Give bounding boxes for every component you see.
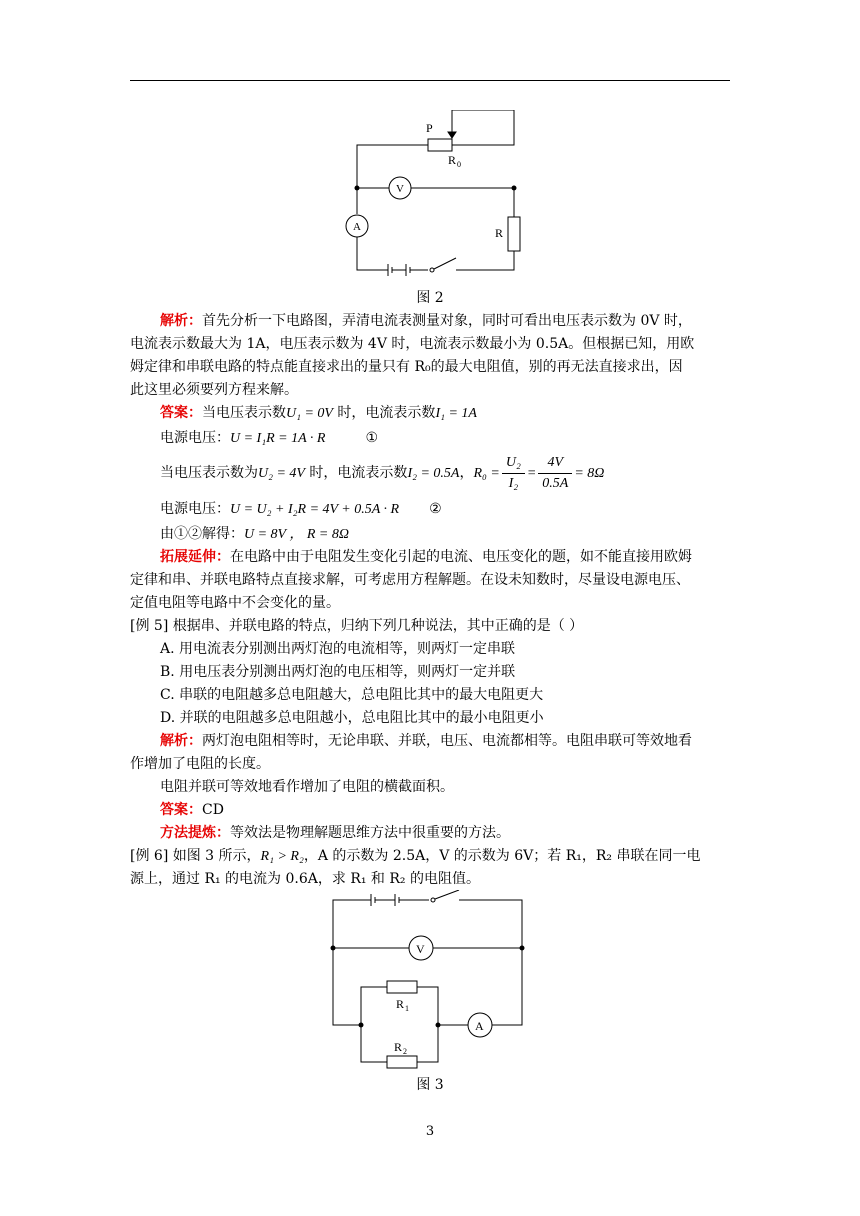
- header-rule: [130, 80, 730, 81]
- junction-dot: [331, 946, 336, 951]
- equation: I₁ = 1A: [435, 406, 477, 421]
- extension-line-3: 定值电阻等电路中不会变化的量。: [130, 595, 340, 611]
- ammeter-label: A: [353, 221, 361, 233]
- analysis-line-2: 电流表示数最大为 1A，电压表示数为 4V 时，电流表示数最小为 0.5A。但根据已知，用欧: [130, 336, 695, 352]
- answer-text: 当电压表示数为: [160, 465, 258, 481]
- equation: U = I₁R = 1A · R: [230, 431, 326, 446]
- equation: R₁ > R₂: [260, 849, 304, 864]
- answer-text: CD: [202, 802, 224, 818]
- page-number: 3: [425, 1124, 435, 1139]
- analysis-line-4: 此这里必须要列方程来解。: [130, 382, 298, 398]
- answer-line-3: 当电压表示数为U₂ = 4V 时，电流表示数I₂ = 0.5A，R₀ = $\frac{\text{U₂}}{\text{I₂}}$ = $\frac{4V}{0.5A}$ = 8Ω: [160, 452, 740, 495]
- label-r2-sub: 2: [403, 1047, 407, 1056]
- analysis-line-3: 姆定律和串联电路的特点能直接求出的量只有 R₀的最大电阻值，别的再无法直接求出，因: [130, 359, 683, 375]
- example6-line-1: [130, 846, 710, 867]
- analysis-text-1: 首先分析一下电路图，弄清电流表测量对象，同时可看出电压表示数为 0V 时，: [202, 313, 692, 329]
- answer-line-2: [160, 428, 740, 449]
- fraction-denominator: 0.5A: [542, 475, 569, 491]
- label-r0: R: [448, 153, 457, 167]
- answer-text: 当电压表示数: [202, 405, 286, 421]
- circuit-diagram-figure2: [340, 110, 530, 280]
- label-p: P: [426, 121, 433, 135]
- example6-text: [例 6] 如图 3 所示，: [130, 848, 261, 864]
- junction-dot: [436, 1023, 441, 1028]
- figure2-caption: 图 2: [416, 290, 444, 306]
- fraction: [538, 453, 572, 494]
- analysis-line-1: [160, 311, 740, 331]
- answer-text: 电源电压：: [160, 501, 230, 517]
- example5-option-b: B. 用电压表分别测出两灯泡的电压相等，则两灯一定并联: [160, 664, 516, 680]
- equation: U = 8V ， R = 8Ω: [244, 527, 349, 542]
- example5-option-c: C. 串联的电阻越多总电阻越大，总电阻比其中的最大电阻更大: [160, 687, 544, 703]
- example6-line-2: 源上，通过 R₁ 的电流为 0.6A，求 R₁ 和 R₂ 的电阻值。: [130, 871, 480, 887]
- example5-method: [160, 823, 740, 843]
- equation-mark: ②: [429, 501, 442, 517]
- voltmeter-label: V: [416, 942, 425, 956]
- extension-line-2: 定律和串、并联电路特点直接求解，可考虑用方程解题。在设未知数时，尽量设电源电压、: [130, 572, 690, 588]
- label-r: R: [495, 226, 504, 240]
- equation: U = U₂ + I₂R = 4V + 0.5A · R: [230, 502, 400, 517]
- extension-text: 在电路中由于电阻发生变化引起的电流、电压变化的题，如不能直接用欧姆: [230, 549, 692, 565]
- ammeter-label: A: [475, 1019, 484, 1033]
- fraction-numerator: 4V: [538, 453, 572, 474]
- analysis-text: 两灯泡电阻相等时，无论串联、并联，电压、电流都相等。电阻串联可等效地看: [202, 733, 692, 749]
- answer-label: 答案：: [160, 405, 202, 421]
- equation: I₂ = 0.5A: [407, 466, 460, 481]
- equation-mark: ①: [365, 430, 378, 446]
- fraction-denominator: I₂: [508, 475, 519, 491]
- answer-line-5: [160, 524, 740, 545]
- equation: R₀ =: [473, 466, 500, 481]
- figure3-caption: 图 3: [416, 1077, 444, 1093]
- example5-title: [例 5] 根据串、并联电路的特点，归纳下列几种说法，其中正确的是（ ）: [130, 618, 584, 634]
- answer-text: ，: [459, 465, 474, 481]
- equation: U₂ = 4V: [258, 466, 305, 481]
- answer-text: 电源电压：: [160, 430, 230, 446]
- example6-text: ，A 的示数为 2.5A，V 的示数为 6V；若 R₁，R₂ 串联在同一电: [303, 848, 701, 864]
- extension-label: 拓展延伸：: [160, 549, 230, 565]
- extension-line-1: [160, 547, 740, 567]
- answer-line-1: [160, 403, 740, 424]
- example5-analysis-line-2: 作增加了电阻的长度。: [130, 756, 270, 772]
- analysis-label: 解析：: [160, 313, 202, 329]
- circuit-diagram-figure3: [325, 890, 535, 1070]
- method-text: 等效法是物理解题思维方法中很重要的方法。: [230, 825, 510, 841]
- example5-analysis-line-1: [160, 731, 740, 751]
- answer-text: 时，电流表示数: [304, 465, 408, 481]
- equation: = 8Ω: [574, 466, 605, 481]
- fraction-numerator: U₂: [502, 453, 525, 474]
- equation: U₁ = 0V: [286, 406, 333, 421]
- fraction: [502, 453, 525, 494]
- answer-label: 答案：: [160, 802, 202, 818]
- label-r1-sub: 1: [405, 1004, 409, 1013]
- example5-option-a: A. 用电流表分别测出两灯泡的电流相等，则两灯一定串联: [160, 641, 516, 657]
- example5-analysis-line-3: 电阻并联可等效地看作增加了电阻的横截面积。: [160, 779, 454, 795]
- junction-dot: [512, 186, 517, 191]
- label-r0-sub: 0: [457, 160, 461, 169]
- voltmeter-label: V: [396, 183, 404, 195]
- answer-line-4: [160, 499, 740, 520]
- example5-option-d: D. 并联的电阻越多总电阻越小，总电阻比其中的最小电阻更小: [160, 710, 544, 726]
- junction-dot: [355, 186, 360, 191]
- label-r1: R: [396, 997, 405, 1011]
- label-r2: R: [394, 1040, 403, 1054]
- answer-text: 时，电流表示数: [332, 405, 436, 421]
- method-label: 方法提炼：: [160, 825, 230, 841]
- analysis-label: 解析：: [160, 733, 202, 749]
- junction-dot: [520, 946, 525, 951]
- example5-answer: [160, 800, 740, 820]
- junction-dot: [359, 1023, 364, 1028]
- answer-text: 由①②解得：: [160, 526, 244, 542]
